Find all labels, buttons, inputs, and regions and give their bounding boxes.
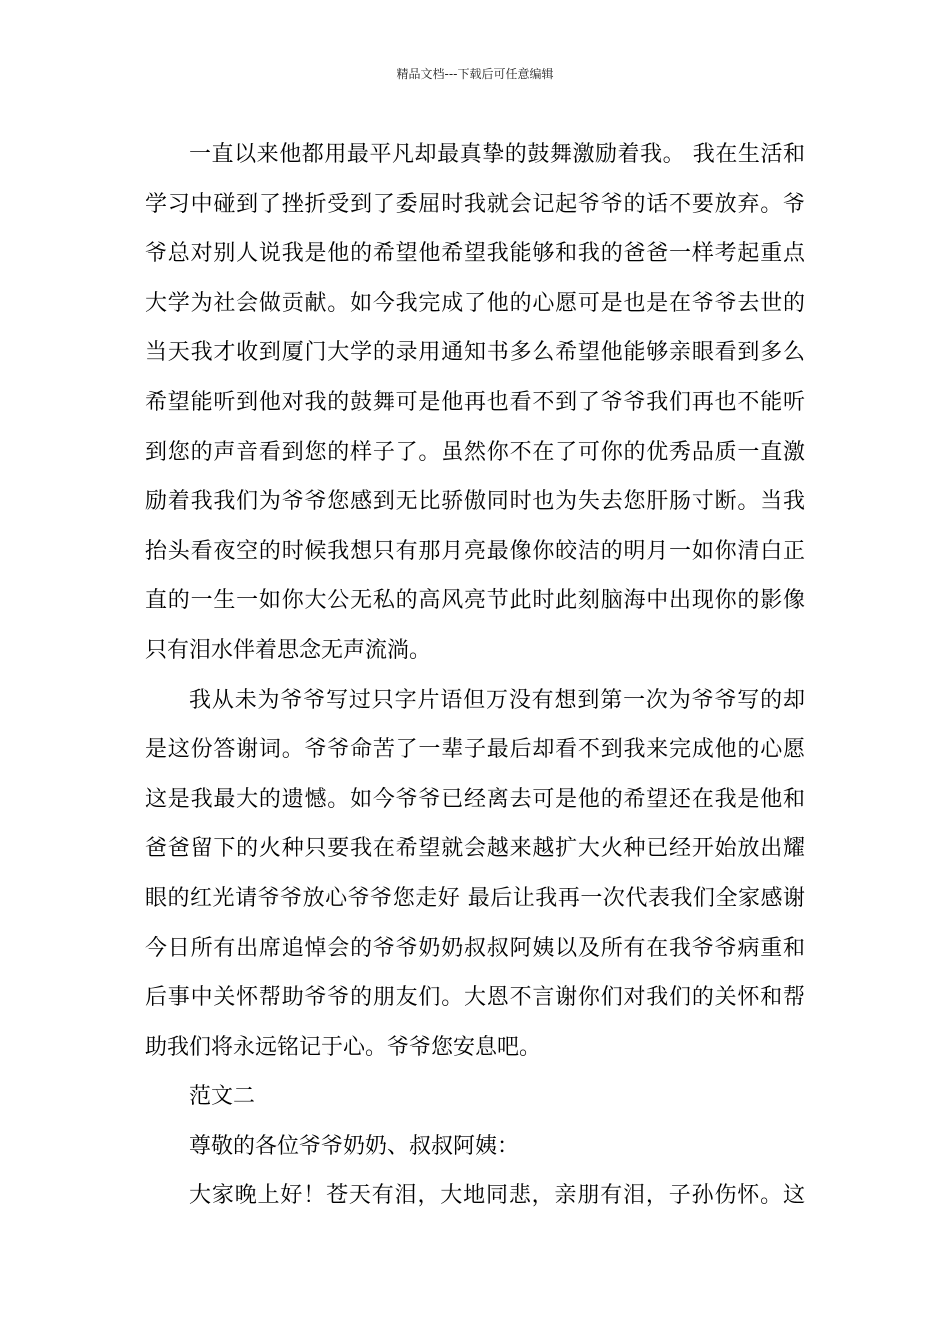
text-line: 只有泪水伴着思念无声流淌。 bbox=[145, 637, 432, 663]
document-body bbox=[145, 130, 805, 1221]
text-line: 当天我才收到厦门大学的录用通知书多么希望他能够亲眼看到多么 bbox=[145, 340, 805, 366]
page-header: 精品文档---下载后可任意编辑 bbox=[396, 67, 554, 81]
text-line: 眼的红光请爷爷放心爷爷您走好 最后让我再一次代表我们全家感谢 bbox=[145, 885, 805, 911]
section-heading: 范文二 bbox=[189, 1084, 256, 1110]
text-line: 直的一生一如你大公无私的高风亮节此时此刻脑海中出现你的影像 bbox=[145, 588, 805, 614]
salutation: 尊敬的各位爷爷奶奶、叔叔阿姨： bbox=[189, 1133, 520, 1159]
text-line: 到您的声音看到您的样子了。虽然你不在了可你的优秀品质一直激 bbox=[145, 439, 805, 465]
text-line: 这是我最大的遗憾。如今爷爷已经离去可是他的希望还在我是他和 bbox=[145, 786, 805, 812]
text-line: 希望能听到他对我的鼓舞可是他再也看不到了爷爷我们再也不能听 bbox=[145, 389, 805, 415]
text-line: 大家晚上好！苍天有泪，大地同悲，亲朋有泪，子孙伤怀。这 bbox=[189, 1183, 805, 1209]
text-line: 助我们将永远铭记于心。爷爷您安息吧。 bbox=[145, 1034, 542, 1060]
text-line: 爷总对别人说我是他的希望他希望我能够和我的爸爸一样考起重点 bbox=[145, 241, 805, 267]
text-line: 励着我我们为爷爷您感到无比骄傲同时也为失去您肝肠寸断。当我 bbox=[145, 489, 805, 515]
text-line: 大学为社会做贡献。如今我完成了他的心愿可是也是在爷爷去世的 bbox=[145, 290, 805, 316]
text-line: 是这份答谢词。爷爷命苦了一辈子最后却看不到我来完成他的心愿 bbox=[145, 737, 805, 763]
text-line: 后事中关怀帮助爷爷的朋友们。大恩不言谢你们对我们的关怀和帮 bbox=[145, 985, 805, 1011]
text-line: 今日所有出席追悼会的爷爷奶奶叔叔阿姨以及所有在我爷爷病重和 bbox=[145, 935, 805, 961]
text-line: 学习中碰到了挫折受到了委屈时我就会记起爷爷的话不要放弃。爷 bbox=[145, 191, 805, 217]
text-line: 一直以来他都用最平凡却最真挚的鼓舞激励着我。 我在生活和 bbox=[189, 142, 805, 167]
text-line: 我从未为爷爷写过只字片语但万没有想到第一次为爷爷写的却 bbox=[189, 687, 805, 713]
text-line: 爸爸留下的火种只要我在希望就会越来越扩大火种已经开始放出耀 bbox=[145, 836, 805, 862]
text-line: 抬头看夜空的时候我想只有那月亮最像你皎洁的明月一如你清白正 bbox=[145, 538, 805, 564]
